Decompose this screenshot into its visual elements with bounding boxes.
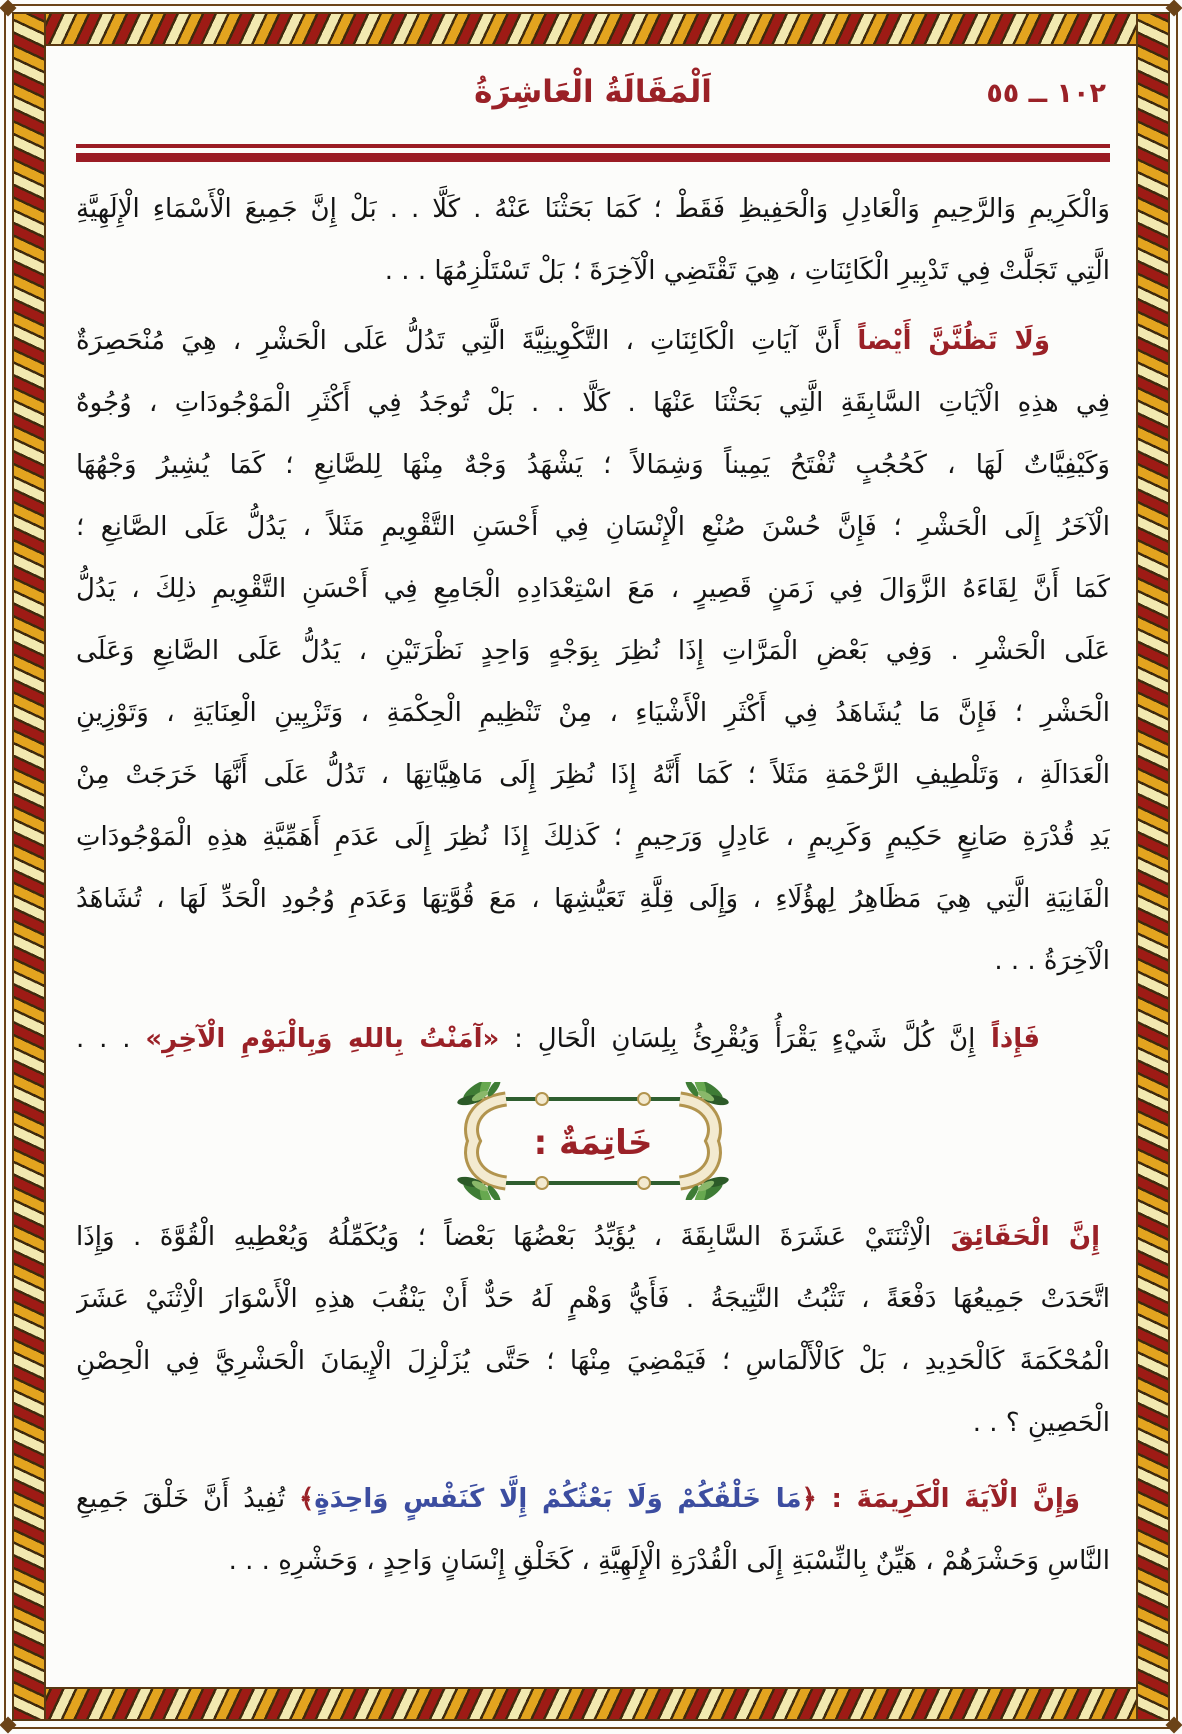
text-line [76,868,1110,930]
header-rule-thin [76,144,1110,148]
body-text: وَكَيْفِيَّاتٌ لَهَا ، كَحُجُبٍ تُفْتَحُ يَمِيناً وَشِمَالاً ؛ يَشْهَدُ وَجْهٌ مِنْهَا لِلصَّانِعِ ؛ كَمَا يُشِيرُ وَجْهُهَا [76,450,1110,480]
khatima-ornament [432,1082,754,1200]
page-numbers: ١٠٢ ــ ٥٥ [986,78,1106,109]
body-text: الْاِثْنَتَيْ عَشَرَةَ السَّابِقَةَ ، يُؤَيِّدُ بَعْضُهَا بَعْضاً ؛ وَيُكَمِّلُهُ وَيُعْطِيهِ الْقُوَّةَ . وَإِذَا [76,1222,932,1252]
text-line [76,1530,1110,1592]
body-text: النَّاسِ وَحَشْرَهُمْ ، هَيِّنٌ بِالنِّسْبَةِ إِلَى الْقُدْرَةِ الْإِلَهِيَّةِ ، كَخَلْقِ إِنْسَانٍ وَاحِدٍ ، وَحَشْرِهِ . . . [228,1546,1110,1576]
body-text: أَنَّ آيَاتِ الْكَائِنَاتِ ، التَّكْوِينِيَّةَ الَّتِي تَدُلُّ عَلَى الْحَشْرِ ، هِيَ مُنْحَصِرَةٌ [76,326,841,356]
body-text: الْحَصِينِ ؟ . . [972,1408,1110,1438]
body-text: الْمُحْكَمَةَ كَالْحَدِيدِ ، بَلْ كَالْأَلْمَاسِ ؛ فَيَمْضِيَ مِنْهَا ؛ حَتَّى يُزَلْزِلَ الْإِيمَانَ الْحَشْرِيَّ فِي الْحِصْنِ [76,1346,1110,1376]
text-line [76,930,1110,992]
body-text: الْعَدَالَةِ ، وَتَلْطِيفِ الرَّحْمَةِ مَثَلاً ؛ كَمَا أَنَّهُ إِذَا نُظِرَ إِلَى مَاهِيَّاتِهَا ، تَدُلُّ عَلَى أَنَّهَا خَرَجَتْ مِنْ [76,760,1110,790]
text-line [76,372,1110,434]
body-text: وَالْكَرِيمِ وَالرَّحِيمِ وَالْعَادِلِ وَالْحَفِيظِ فَقَطْ ؛ كَمَا بَحَثْنَا عَنْهُ . كَلَّا . . بَلْ إِنَّ جَمِيعَ الْأَسْمَاءِ الْإِلَهِيَّةِ [76,194,1110,224]
text-line [76,744,1110,806]
body-text: يَدِ قُدْرَةِ صَانِعٍ حَكِيمٍ وَكَرِيمٍ ، عَادِلٍ وَرَحِيمٍ ؛ كَذلِكَ إِذَا نُظِرَ إِلَى عَدَمِ أَهَمِّيَّةِ هذِهِ الْمَوْجُودَاتِ [76,822,1110,852]
page-title: اَلْمَقَالَةُ الْعَاشِرَةُ [474,74,712,110]
khatima-heading: خَاتِمَةٌ : [533,1123,653,1163]
text-line [76,1330,1110,1392]
paragraph [76,178,1110,302]
text-line [76,806,1110,868]
body-text: كَمَا أَنَّ لِقَاءَهُ الزَّوَالَ فِي زَمَنٍ قَصِيرٍ ، مَعَ اسْتِعْدَادِهِ الْجَامِعِ فِي أَحْسَنِ التَّقْوِيمِ ذلِكَ ، يَدُلُّ [76,574,1110,604]
body-text: . . . [76,1024,146,1054]
body-text: الْحَشْرِ ؛ فَإِنَّ مَا يُشَاهَدُ فِي أَكْثَرِ الْأَشْيَاءِ ، مِنْ تَنْظِيمِ الْحِكْمَةِ ، وَتَزْيِينِ الْعِنَايَةِ ، وَتَوْزِينِ [76,698,1110,728]
border-chain-right [1136,12,1170,1721]
emphasis-red-text: ﴿ [801,1484,817,1514]
text-line [76,1468,1110,1530]
body-paragraphs-bottom [76,1206,1110,1592]
text-line [76,1392,1110,1454]
emphasis-red-text: فَإِذاً [975,1024,1041,1054]
body-text: إِنَّ كُلَّ شَيْءٍ يَقْرَأُ وَيُقْرِئُ بِلِسَانِ الْحَالِ : [499,1024,976,1054]
page-content [76,56,1110,1683]
emphasis-red-text: ﴾ [298,1484,315,1514]
body-text: الْفَانِيَةِ الَّتِي هِيَ مَظَاهِرُ لِهؤُلَاءِ ، وَإِلَى قِلَّةِ تَعَيُّشِهَا ، مَعَ قُوَّتِهَا وَعَدَمِ وُجُودِ الْحَدِّ لَهَا ، تُشَاهَدُ [76,884,1110,914]
header-rule-thick [76,153,1110,162]
text-line [76,178,1110,240]
border-chain-bottom [12,1687,1170,1721]
emphasis-red-text: «آمَنْتُ بِاللهِ وَبِالْيَوْمِ الْآخِرِ» [145,1024,500,1054]
page-header [76,56,1110,134]
paragraph [76,310,1110,992]
quran-verse-text: مَا خَلْقُكُمْ وَلَا بَعْثُكُمْ إِلَّا كَنَفْسٍ وَاحِدَةٍ [314,1484,802,1514]
text-line [76,1008,1110,1070]
emphasis-red-text: وَلَا تَظُنَّنَّ أَيْضاً [840,326,1050,356]
text-line [76,1206,1110,1268]
border-chain-left [12,12,46,1721]
body-text: الَّتِي تَجَلَّتْ فِي تَدْبِيرِ الْكَائِنَاتِ ، هِيَ تَقْتَضِي الْآخِرَةَ ؛ بَلْ تَسْتَلْزِمُهَا . . . [384,256,1110,286]
emphasis-red-text: وَإِنَّ الْآيَةَ الْكَرِيمَةَ : [816,1484,1080,1514]
text-line [76,310,1110,372]
text-line [76,496,1110,558]
text-line [76,434,1110,496]
text-line [76,558,1110,620]
paragraph [76,1468,1110,1592]
body-text: الْآخَرُ إِلَى الْحَشْرِ ؛ فَإِنَّ حُسْنَ صُنْعِ الْإِنْسَانِ فِي أَحْسَنِ التَّقْوِيمِ مَثَلاً ، يَدُلُّ عَلَى الصَّانِعِ ؛ [76,512,1110,542]
body-text: الْآخِرَةُ . . . [994,946,1110,976]
body-text: فِي هذِهِ الْآيَاتِ السَّابِقَةِ الَّتِي بَحَثْنَا عَنْهَا . كَلَّا . . بَلْ تُوجَدُ فِي أَكْثَرِ الْمَوْجُودَاتِ ، وُجُوهٌ [76,388,1110,418]
body-text: تُفِيدُ أَنَّ خَلْقَ جَمِيعِ [76,1484,299,1514]
body-paragraphs-top [76,178,1110,1070]
text-line [76,620,1110,682]
body-text: اتَّحَدَتْ جَمِيعُهَا دَفْعَةً ، تَثْبُتُ النَّتِيجَةُ . فَأَيُّ وَهْمٍ لَهُ حَدٌّ أَنْ يَنْقُبَ هذِهِ الْأَسْوَارَ الْاِثْنَيْ عَشَرَ [76,1284,1110,1314]
paragraph [76,1206,1110,1454]
border-chain-top [12,12,1170,46]
body-text: عَلَى الْحَشْرِ . وَفِي بَعْضِ الْمَرَّاتِ إِذَا نُظِرَ بِوَجْهٍ وَاحِدٍ نَظْرَتَيْنِ ، يَدُلُّ عَلَى الصَّانِعِ وَعَلَى [76,636,1110,666]
paragraph [76,1008,1110,1070]
text-line [76,682,1110,744]
text-line [76,240,1110,302]
emphasis-red-text: إِنَّ الْحَقَائِقَ [931,1222,1101,1252]
text-line [76,1268,1110,1330]
